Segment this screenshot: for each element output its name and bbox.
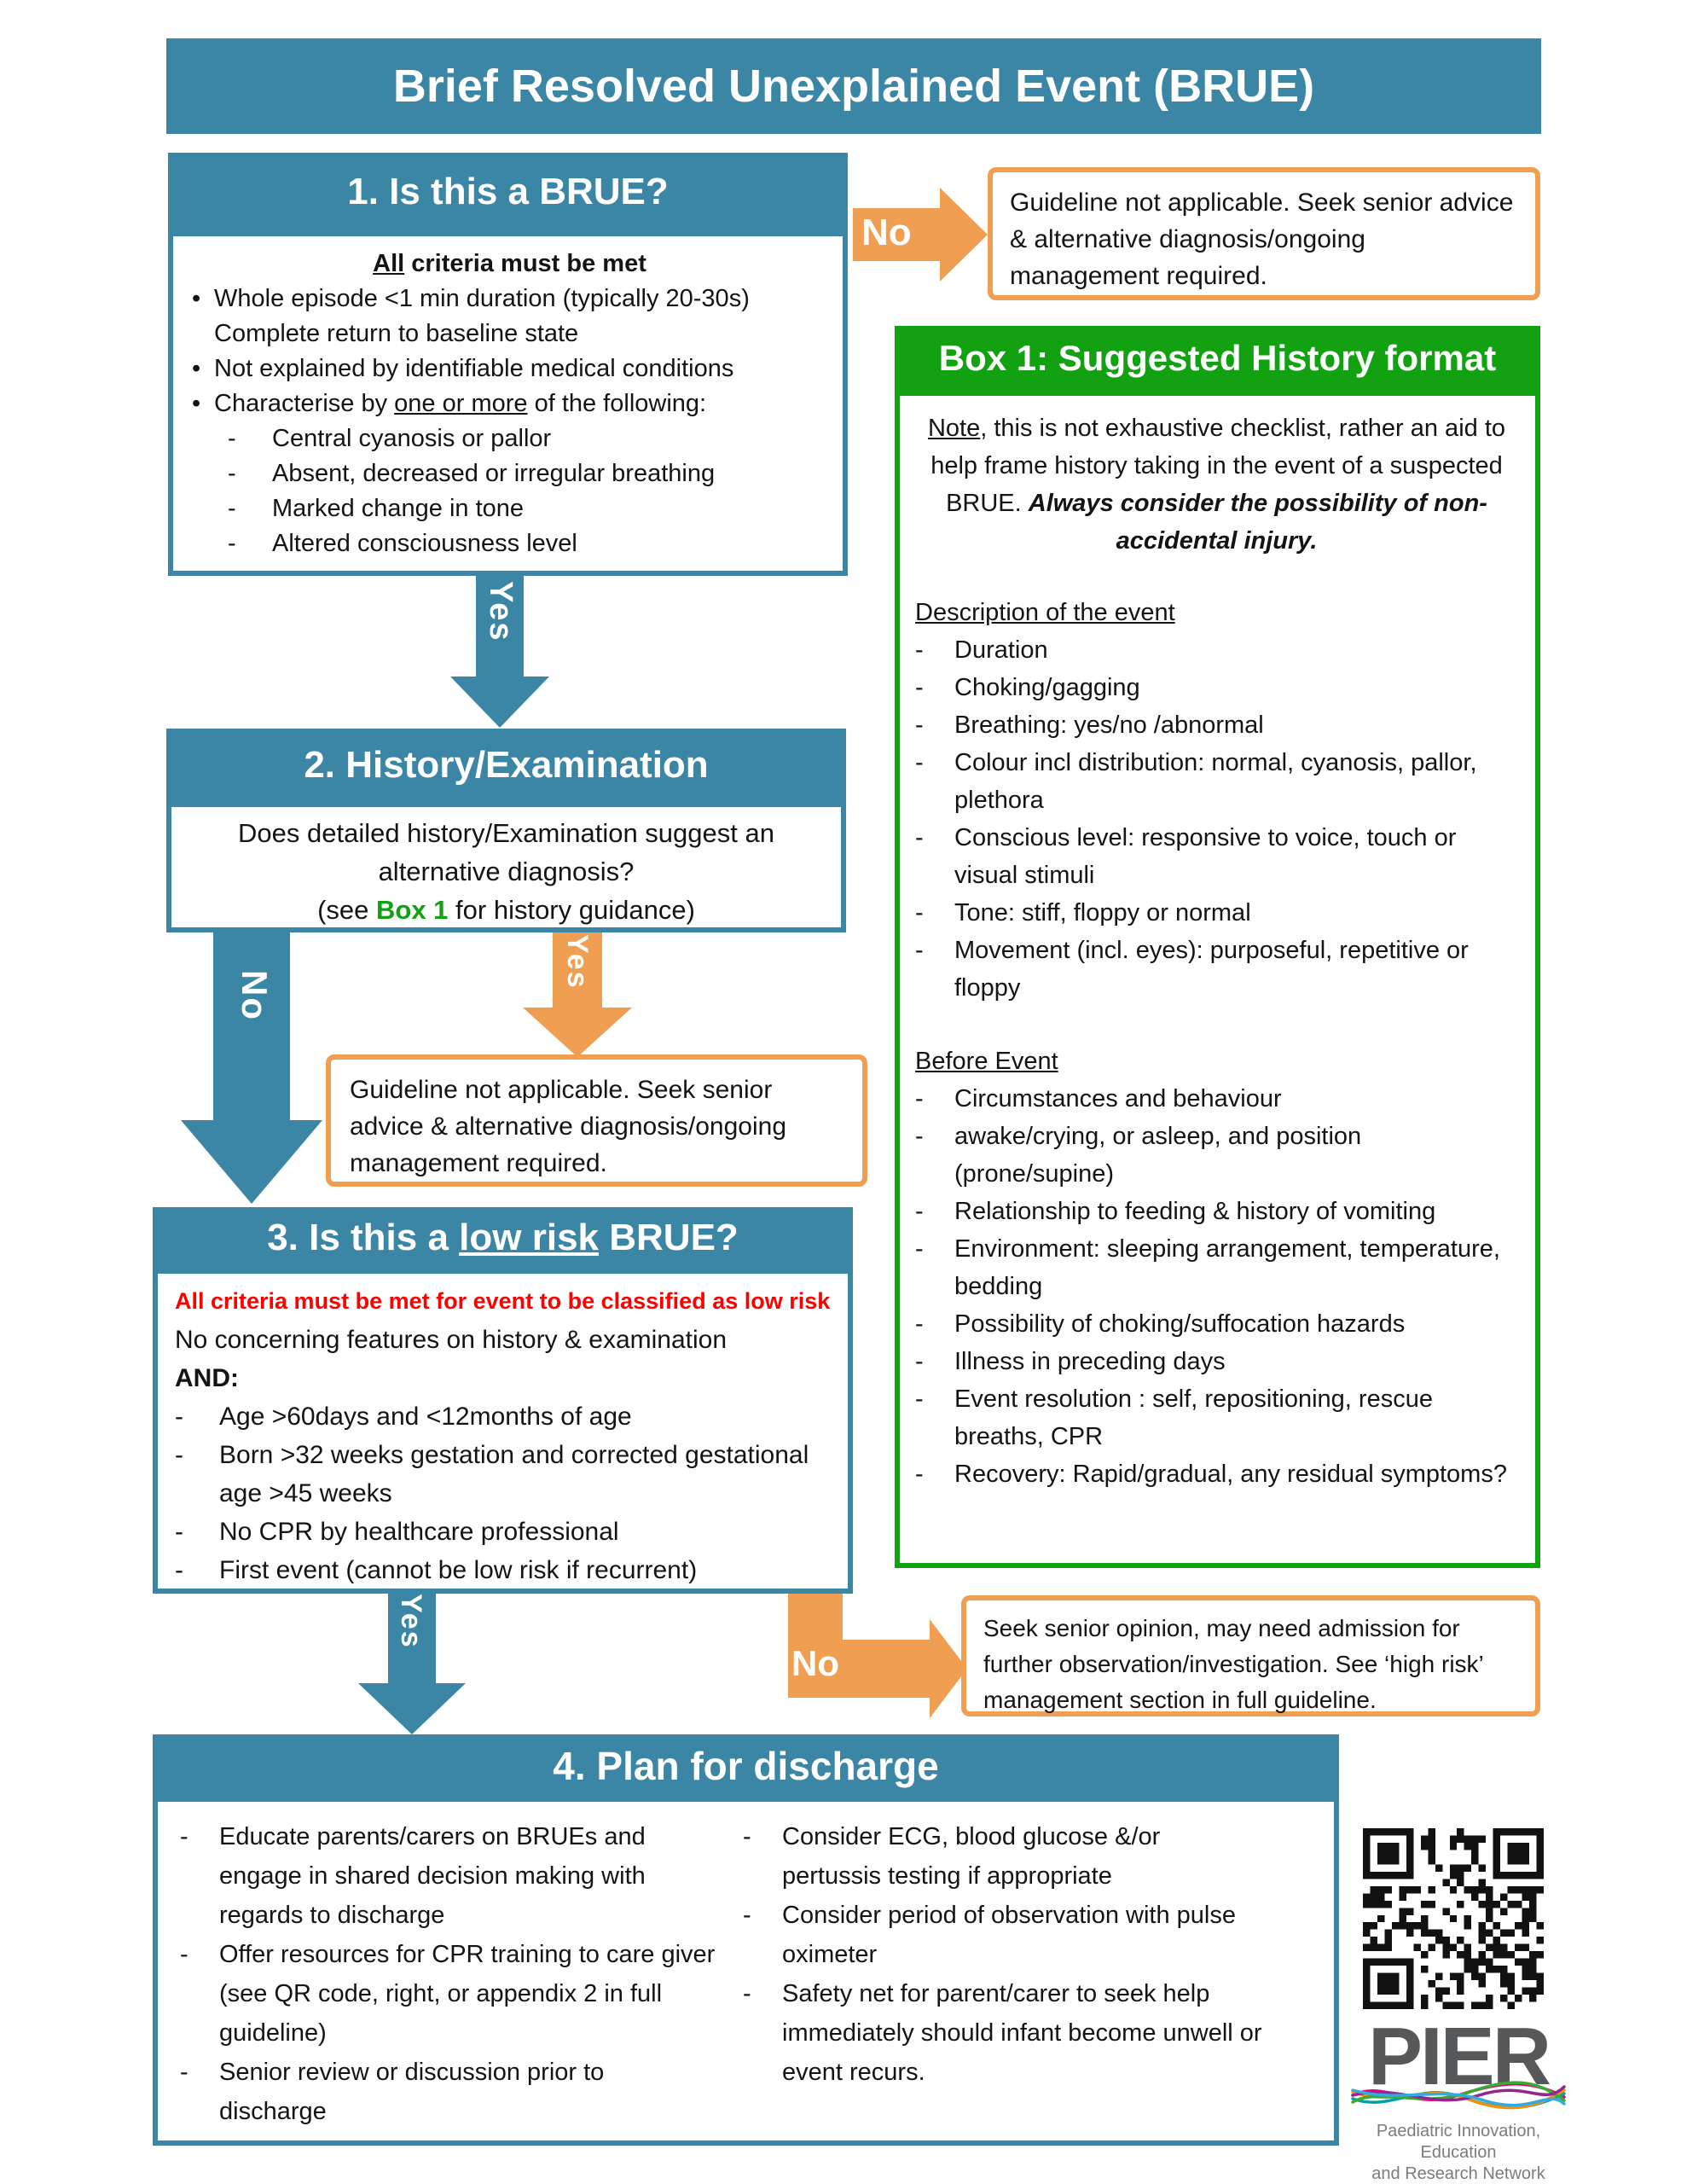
list-item: - Illness in preceding days (915, 1343, 1518, 1380)
dash-marker: - (915, 712, 924, 739)
list-item: - Colour incl distribution: normal, cyanosis, pallor, plethora (915, 744, 1518, 819)
dash-marker: - (743, 1902, 751, 1929)
step1-title: 1. Is this a BRUE? (347, 171, 669, 212)
list-item: - Age >60days and <12months of age (175, 1397, 834, 1436)
history-note: Note, this is not exhaustive checklist, rather an aid to help frame history taking in the event of a suspected BRUE. Always consider the possibility of non-accidental injury. (927, 415, 1506, 555)
list-item: - Altered consciousness level (192, 526, 827, 561)
step4-body (153, 1797, 1339, 2146)
step3-title: 3. Is this a low risk BRUE? (267, 1217, 739, 1258)
yes-arrow-step2 (523, 932, 632, 1057)
history-section2-title: Before Event (915, 1048, 1058, 1075)
dash-marker: - (915, 1198, 924, 1225)
list-item: - Conscious level: responsive to voice, touch or visual stimuli (915, 819, 1518, 894)
step4-title: 4. Plan for discharge (553, 1743, 939, 1788)
step2-question: Does detailed history/Examination suggest an alternative diagnosis? (238, 818, 774, 886)
no-arrow-step1 (853, 188, 989, 282)
step1-header (168, 153, 848, 231)
step4-header (153, 1734, 1339, 1797)
pier-tagline-line1: Paediatric Innovation, Education (1376, 2122, 1541, 2162)
list-item: - Recovery: Rapid/gradual, any residual symptoms? (915, 1455, 1518, 1493)
dash-marker: - (175, 1403, 183, 1431)
guideline-na-box-middle: Guideline not applicable. Seek senior advice & alternative diagnosis/ongoing management required. (326, 1054, 867, 1187)
dash-marker: - (915, 899, 924, 926)
list-item: - First event (cannot be low risk if recurrent) (175, 1551, 834, 1589)
list-item: - Born >32 weeks gestation and corrected gestational age >45 weeks (175, 1436, 834, 1513)
step2-see-line: (see Box 1 for history guidance) (317, 895, 695, 925)
pier-tagline-line2: and Research Network (1371, 2164, 1545, 2183)
history-box-body (895, 391, 1540, 1568)
list-item: - Event resolution : self, repositioning, rescue breaths, CPR (915, 1380, 1518, 1455)
page-title-bar (166, 38, 1541, 134)
step2-body (166, 802, 846, 932)
qr-code-svg (1363, 1828, 1544, 2009)
list-item: - Movement (incl. eyes): purposeful, repetitive or floppy (915, 932, 1518, 1007)
dash-marker: - (915, 1235, 924, 1263)
step3-warning: All criteria must be met for event to be classified as low risk (175, 1288, 831, 1314)
dash-marker: - (175, 1441, 183, 1469)
list-item: • Whole episode <1 min duration (typically 20-30s) (192, 282, 827, 317)
dash-marker: - (180, 2059, 188, 2086)
dash-marker: - (915, 1310, 924, 1338)
dash-marker: - (175, 1518, 183, 1546)
list-item: - Educate parents/carers on BRUEs and engage in shared decision making with regards to discharge (180, 1817, 743, 1935)
dash-marker: - (915, 636, 924, 664)
step1-subtitle: All criteria must be met (373, 250, 646, 277)
bullet-marker: • (192, 285, 201, 312)
dash-marker: - (228, 425, 236, 452)
history-box-header (895, 326, 1540, 391)
dash-marker: - (743, 1823, 751, 1850)
list-item: - Possibility of choking/suffocation hazards (915, 1305, 1518, 1343)
list-item: - Circumstances and behaviour (915, 1080, 1518, 1118)
no-label: No (235, 970, 275, 1021)
yes-label: Yes (395, 1594, 427, 1649)
list-item: - Breathing: yes/no /abnormal (915, 706, 1518, 744)
pier-logo (1349, 2011, 1568, 2184)
step2-header (166, 729, 846, 802)
list-item: - Central cyanosis or pallor (192, 421, 827, 456)
bullet-marker: • (192, 390, 201, 417)
yes-arrow-step3 (358, 1594, 466, 1734)
list-item: - No CPR by healthcare professional (175, 1513, 834, 1551)
list-item: - Safety net for parent/carer to seek help immediately should infant become unwell or event recurs. (743, 1974, 1306, 2092)
bullet-marker: • (192, 355, 201, 382)
step3-and: AND: (175, 1364, 239, 1392)
page-title: Brief Resolved Unexplained Event (BRUE) (392, 61, 1315, 112)
dash-marker: - (743, 1980, 751, 2007)
dash-marker: - (915, 1123, 924, 1150)
list-item: - Absent, decreased or irregular breathing (192, 456, 827, 491)
no-label: No (791, 1643, 839, 1683)
characterise-line: Characterise by one or more of the following: (214, 390, 707, 417)
list-item: - Choking/gagging (915, 669, 1518, 706)
list-item: - Environment: sleeping arrangement, temperature, bedding (915, 1230, 1518, 1305)
yes-label: Yes (483, 581, 519, 642)
dash-marker: - (915, 937, 924, 964)
step4-left-column (180, 1817, 743, 2132)
qr-code (1363, 1828, 1544, 2009)
list-item: - Senior review or discussion prior to discharge (180, 2053, 743, 2131)
yes-label: Yes (561, 934, 594, 990)
no-label: No (861, 212, 912, 253)
pier-wordmark: PIER (1367, 2011, 1550, 2102)
dash-marker: - (228, 460, 236, 487)
yes-arrow-step1 (450, 576, 549, 728)
dash-marker: - (228, 530, 236, 557)
step4-right-column (743, 1817, 1306, 2132)
dash-marker: - (180, 1941, 188, 1968)
dash-marker: - (915, 674, 924, 701)
list-item: - awake/crying, or asleep, and position (prone/supine) (915, 1118, 1518, 1193)
dash-marker: - (915, 824, 924, 851)
list-item: - Consider period of observation with pulse oximeter (743, 1896, 1306, 1974)
dash-marker: - (915, 1461, 924, 1488)
list-item (192, 386, 827, 421)
dash-marker: - (915, 1385, 924, 1413)
guideline-na-box-top: Guideline not applicable. Seek senior advice & alternative diagnosis/ongoing management required. (988, 167, 1540, 300)
dash-marker: - (915, 1348, 924, 1375)
step3-line1: No concerning features on history & examination (175, 1326, 728, 1354)
dash-marker: - (915, 749, 924, 776)
list-item-continuation: Complete return to baseline state (214, 320, 579, 347)
no-arrow-step3 (788, 1594, 969, 1720)
no-arrow-step2 (181, 932, 322, 1204)
dash-marker: - (228, 495, 236, 522)
step3-body (153, 1269, 853, 1594)
dash-marker: - (915, 1085, 924, 1112)
history-section1-title: Description of the event (915, 599, 1175, 626)
step1-body (168, 231, 848, 576)
list-item: - Tone: stiff, floppy or normal (915, 894, 1518, 932)
list-item: • Not explained by identifiable medical conditions (192, 351, 827, 386)
step3-header (153, 1207, 853, 1269)
list-item: - Consider ECG, blood glucose &/or pertussis testing if appropriate (743, 1817, 1306, 1896)
list-item: - Relationship to feeding & history of vomiting (915, 1193, 1518, 1230)
seek-senior-box: Seek senior opinion, may need admission for further observation/investigation. See ‘high risk’ management section in full guideline. (961, 1595, 1540, 1716)
dash-marker: - (180, 1823, 188, 1850)
list-item: - Marked change in tone (192, 491, 827, 526)
history-box-title: Box 1: Suggested History format (938, 338, 1497, 378)
list-item: - Offer resources for CPR training to care giver (see QR code, right, or appendix 2 in full guideline) (180, 1935, 743, 2053)
dash-marker: - (175, 1556, 183, 1584)
list-item: - Duration (915, 631, 1518, 669)
step2-title: 2. History/Examination (304, 744, 709, 786)
